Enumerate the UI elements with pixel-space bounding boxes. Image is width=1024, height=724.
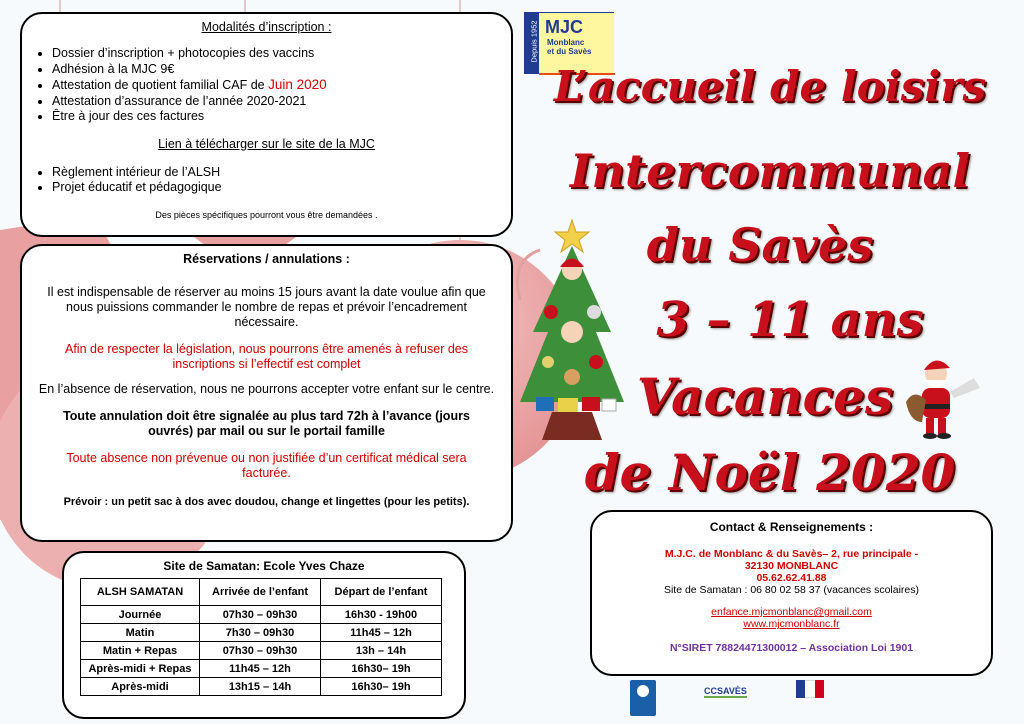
headline-line6: de Noël 2020: [584, 443, 956, 502]
reservations-p3: En l’absence de réservation, nous ne pourrons accepter votre enfant sur le centre.: [38, 382, 495, 396]
caf-date: Juin 2020: [268, 77, 327, 92]
table-row: [81, 678, 442, 696]
table-cell: Après-midi: [81, 678, 200, 696]
christmas-tree-illustration: [506, 212, 646, 447]
column-header: ALSH SAMATAN: [81, 579, 200, 606]
contact-address: M.J.C. de Monblanc & du Savès– 2, rue principale -: [664, 548, 919, 560]
list-item: • Règlement intérieur de l’ALSH: [52, 165, 503, 181]
table-row: [81, 642, 442, 660]
table-row: [81, 606, 442, 624]
contact-city: 32130 MONBLANC: [744, 560, 839, 572]
table-cell: 16h30– 19h: [321, 678, 442, 696]
table-cell: 07h30 – 09h30: [200, 642, 321, 660]
reservations-p2: Afin de respecter la législation, nous pourrons être amenés à refuser des inscriptions si l’effectif est complet: [64, 342, 468, 371]
ccsaves-logo: CCSAVÈS: [704, 686, 747, 696]
table-cell: 11h45 – 12h: [321, 624, 442, 642]
list-item: [52, 77, 503, 94]
contact-title: Contact & Renseignements :: [709, 520, 874, 534]
headline-line2: Intercommunal: [570, 144, 970, 198]
reservations-p6: Prévoir : un petit sac à dos avec doudou, change et lingettes (pour les petits).: [63, 496, 470, 508]
reservations-p1: Il est indispensable de réserver au moins 15 jours avant la date voulue afin que nous puissions commander le nombre de repas et prévoir l’encadrement nécessaire.: [47, 285, 486, 329]
inscription-title: Modalités d’inscription :: [201, 20, 332, 34]
reservations-p5: Toute absence non prévenue ou non justifiée d’un certificat médical sera facturée.: [66, 451, 467, 480]
logo-mjc: MJC: [545, 17, 584, 37]
headline-line5: Vacances: [636, 367, 894, 426]
column-header: Départ de l’enfant: [321, 579, 442, 606]
table-cell: 7h30 – 09h30: [200, 624, 321, 642]
logo-depuis: Depuis 1952: [529, 20, 539, 63]
contact-samatan: Site de Samatan : 06 80 02 58 37 (vacances scolaires): [663, 584, 920, 596]
flag-red: [815, 680, 824, 698]
column-header: Arrivée de l’enfant: [200, 579, 321, 606]
table-cell: Après-midi + Repas: [81, 660, 200, 678]
contact-phone: 05.62.62.41.88: [756, 572, 827, 584]
table-cell: Journée: [81, 606, 200, 624]
table-row: [81, 624, 442, 642]
inscription-box: [20, 12, 513, 237]
table-header-row: [81, 579, 442, 606]
table-cell: 16h30– 19h: [321, 660, 442, 678]
table-cell: 16h30 - 19h00: [321, 606, 442, 624]
horaires-table: [80, 578, 442, 696]
table-cell: Matin: [81, 624, 200, 642]
lien-title[interactable]: Lien à télécharger sur le site de la MJC: [158, 136, 375, 151]
list-item: • Dossier d’inscription + photocopies des vaccins: [52, 46, 503, 62]
santa-illustration: [896, 352, 996, 442]
logo-sub2: et du Savès: [547, 47, 592, 56]
table-cell: Matin + Repas: [81, 642, 200, 660]
reservations-title: Réservations / annulations :: [183, 252, 350, 266]
headline-line1: L’accueil de loisirs: [553, 62, 987, 111]
logo-sub1: Monblanc: [547, 38, 585, 47]
flag-blue: [796, 680, 805, 698]
list-item: • Projet éducatif et pédagogique: [52, 180, 503, 196]
table-row: [81, 660, 442, 678]
republique-logo: [796, 680, 824, 698]
table-cell: 13h15 – 14h: [200, 678, 321, 696]
contact-box: [590, 510, 993, 676]
reservations-box: [20, 244, 513, 542]
caf-logo-mark: [637, 685, 649, 697]
list-item: • Être à jour des ces factures: [52, 109, 503, 125]
list-item: • Adhésion à la MJC 9€: [52, 62, 503, 78]
flag-white: [805, 680, 814, 698]
headline-line3: du Savès: [646, 218, 874, 272]
headline-line4: 3 – 11 ans: [656, 292, 924, 348]
table-cell: 07h30 – 09h30: [200, 606, 321, 624]
contact-email-link[interactable]: enfance.mjcmonblanc@gmail.com: [711, 606, 872, 618]
caf-label: Attestation de quotient familial CAF de: [52, 78, 269, 92]
pieces-note: Des pièces spécifiques pourront vous être demandées .: [155, 209, 378, 220]
caf-logo: [630, 680, 656, 716]
lien-list: [30, 165, 503, 196]
table-cell: 11h45 – 12h: [200, 660, 321, 678]
reservations-p4: Toute annulation doit être signalée au plus tard 72h à l’avance (jours ouvrés) par mail ou sur le portail famille: [63, 409, 470, 438]
inscription-list: [30, 46, 503, 125]
contact-siret: N°SIRET 78824471300012 – Association Loi 1901: [669, 642, 914, 654]
table-cell: 13h – 14h: [321, 642, 442, 660]
list-item: • Attestation d’assurance de l’année 2020-2021: [52, 94, 503, 110]
contact-website-link[interactable]: www.mjcmonblanc.fr: [743, 618, 840, 630]
site-title: Site de Samatan: Ecole Yves Chaze: [163, 559, 365, 573]
